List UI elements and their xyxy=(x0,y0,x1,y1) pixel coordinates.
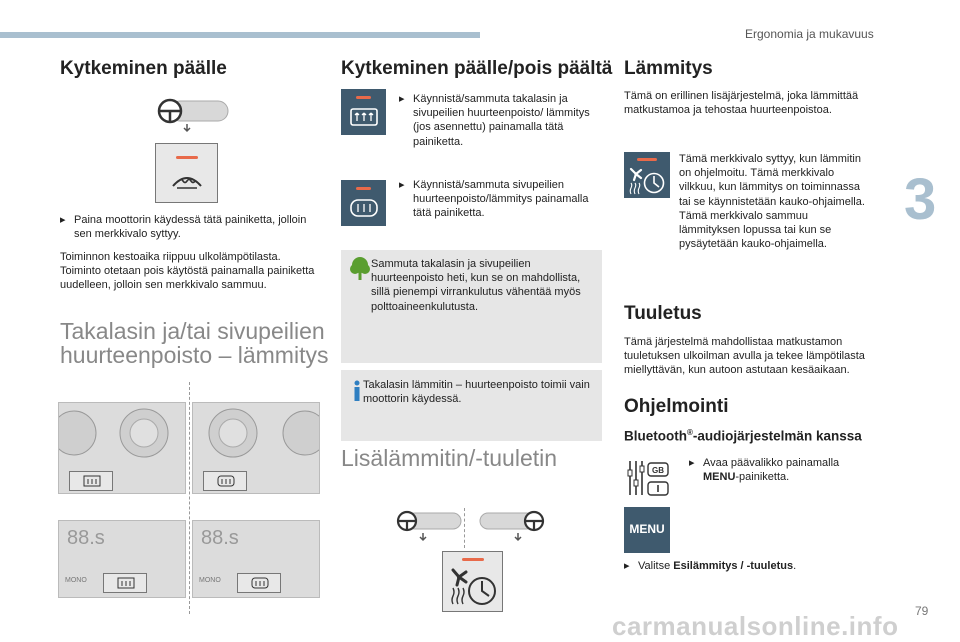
heading-takalasin-line2: huurteenpoisto – lämmitys xyxy=(60,342,329,368)
audio-controls-icon xyxy=(625,458,671,498)
menu-button[interactable] xyxy=(624,507,670,553)
radio-display: 88.s xyxy=(201,527,239,549)
bullet-takalasin-sivupeilien: ▸ Käynnistä/sammuta takalasin ja sivupeilien huurteenpoisto/ lämmitys (jos asennettu) painamalla tätä painiketta. xyxy=(399,93,590,148)
mirror-defrost-button-2[interactable] xyxy=(237,573,281,593)
eco-note-panel xyxy=(341,250,602,363)
radio-photo-bottom-right xyxy=(192,520,320,598)
console-photo-top-right xyxy=(192,402,320,494)
console-photo-top-left xyxy=(58,402,186,494)
subheading-bluetooth: Bluetooth®-audiojärjestelmän kanssa xyxy=(624,428,862,444)
steering-wheel-right-icon xyxy=(478,510,548,546)
heater-timer-button[interactable] xyxy=(442,551,503,612)
bullet-paina: ▸ Paina moottorin käydessä tätä painiketta, jolloin sen merkkivalo syttyy. xyxy=(60,214,307,241)
fan-timer-icon xyxy=(628,166,668,196)
mirror-defrost-icon xyxy=(349,197,379,221)
heading-lisalammitin: Lisälämmitin/-tuuletin xyxy=(341,445,558,471)
step-select-preheating: ▸ Valitse Esilämmitys / -tuuletus. xyxy=(624,560,797,572)
chapter-title: Ergonomia ja mukavuus xyxy=(745,27,874,41)
info-note-text: Takalasin lämmitin – huurteenpoisto toimii vain moottorin käydessä. xyxy=(363,379,590,406)
header-accent-bar xyxy=(0,32,480,38)
heading-paalle-pois: Kytkeminen päälle/pois päältä xyxy=(341,58,613,79)
mirror-defrost-icon xyxy=(217,475,235,489)
mirror-defrost-button-1[interactable] xyxy=(203,471,247,491)
front-defrost-button[interactable] xyxy=(155,143,218,203)
heading-takalasin-line1: Takalasin ja/tai sivupeilien xyxy=(60,318,325,344)
windscreen-defrost-icon xyxy=(170,168,204,192)
heading-kytkeminen-paalle: Kytkeminen päälle xyxy=(60,58,227,79)
gb-label: GB xyxy=(652,466,664,475)
step-open-menu: ▸ Avaa päävalikko painamalla MENU-painiketta. xyxy=(689,457,840,484)
rear-defrost-icon xyxy=(83,475,101,489)
watermark: carmanualsonline.info xyxy=(612,611,899,641)
bullet-sivupeilien: ▸ Käynnistä/sammuta sivupeilien huurteenpoisto/lämmitys painamalla tätä painiketta. xyxy=(399,179,589,220)
fan-timer-icon xyxy=(449,566,499,608)
radio-display: 88.s xyxy=(67,527,105,549)
mirror-defrost-icon xyxy=(251,577,269,591)
radio-photo-bottom-left xyxy=(58,520,186,598)
mono-label: MONO xyxy=(199,577,221,584)
heading-ohjelmointi: Ohjelmointi xyxy=(624,396,729,417)
page-number: 79 xyxy=(915,604,929,618)
console-photos xyxy=(58,382,320,614)
tree-icon xyxy=(349,256,371,282)
rear-defrost-button-2[interactable] xyxy=(103,573,147,593)
menu-button-label: MENU xyxy=(629,522,665,536)
rear-defrost-icon xyxy=(117,577,135,591)
tuuletus-text: Tämä järjestelmä mahdollistaa matkustamon tuuletuksen ulkoilman avulla ja tekee lämpötilasta miellyttävän, kun autoon astutaan kesäaikaan. xyxy=(624,336,865,377)
steering-wheel-left-icon xyxy=(393,510,463,546)
info-note-panel xyxy=(341,370,602,441)
lammitys-text: Tämä on erillinen lisäjärjestelmä, joka lämmittää matkustamoa ja tehostaa huurteenpoistoa. xyxy=(624,90,859,117)
heading-lammitys: Lämmitys xyxy=(624,58,713,79)
eco-note-text: Sammuta takalasin ja sivupeilien huurteenpoisto heti, kun se on mahdollista, sillä pienempi virrankulutus vähentää myös polttoaineenkulutusta. xyxy=(371,258,581,313)
info-icon xyxy=(351,380,363,402)
para-toiminnon-kestoaika: Toiminnon kestoaika riippuu ulkolämpötilasta. Toiminto otetaan pois käytöstä painamalla painiketta uudelleen, jolloin sen merkkivalo sammuu. xyxy=(60,251,315,292)
steering-mirror-icon xyxy=(150,97,230,135)
side-mirror-defrost-button[interactable] xyxy=(341,180,386,226)
heater-indicator-button[interactable] xyxy=(624,152,670,198)
indicator-text: Tämä merkkivalo syttyy, kun lämmitin on ohjelmoitu. Tämä merkkivalo vilkkuu, kun lämmitys on toiminnassa tai se käynnistetään kauko-ohjaimella. Tämä merkkivalo sammuu lämmityksen lopussa tai kun se pysäytetään kauko-ohjaimella. xyxy=(679,153,865,251)
rear-defrost-button-1[interactable] xyxy=(69,471,113,491)
chapter-number: 3 xyxy=(904,167,937,232)
mono-label: MONO xyxy=(65,577,87,584)
rear-mirror-defrost-button[interactable] xyxy=(341,89,386,135)
heading-tuuletus: Tuuletus xyxy=(624,303,702,324)
rear-defrost-icon xyxy=(349,106,379,130)
